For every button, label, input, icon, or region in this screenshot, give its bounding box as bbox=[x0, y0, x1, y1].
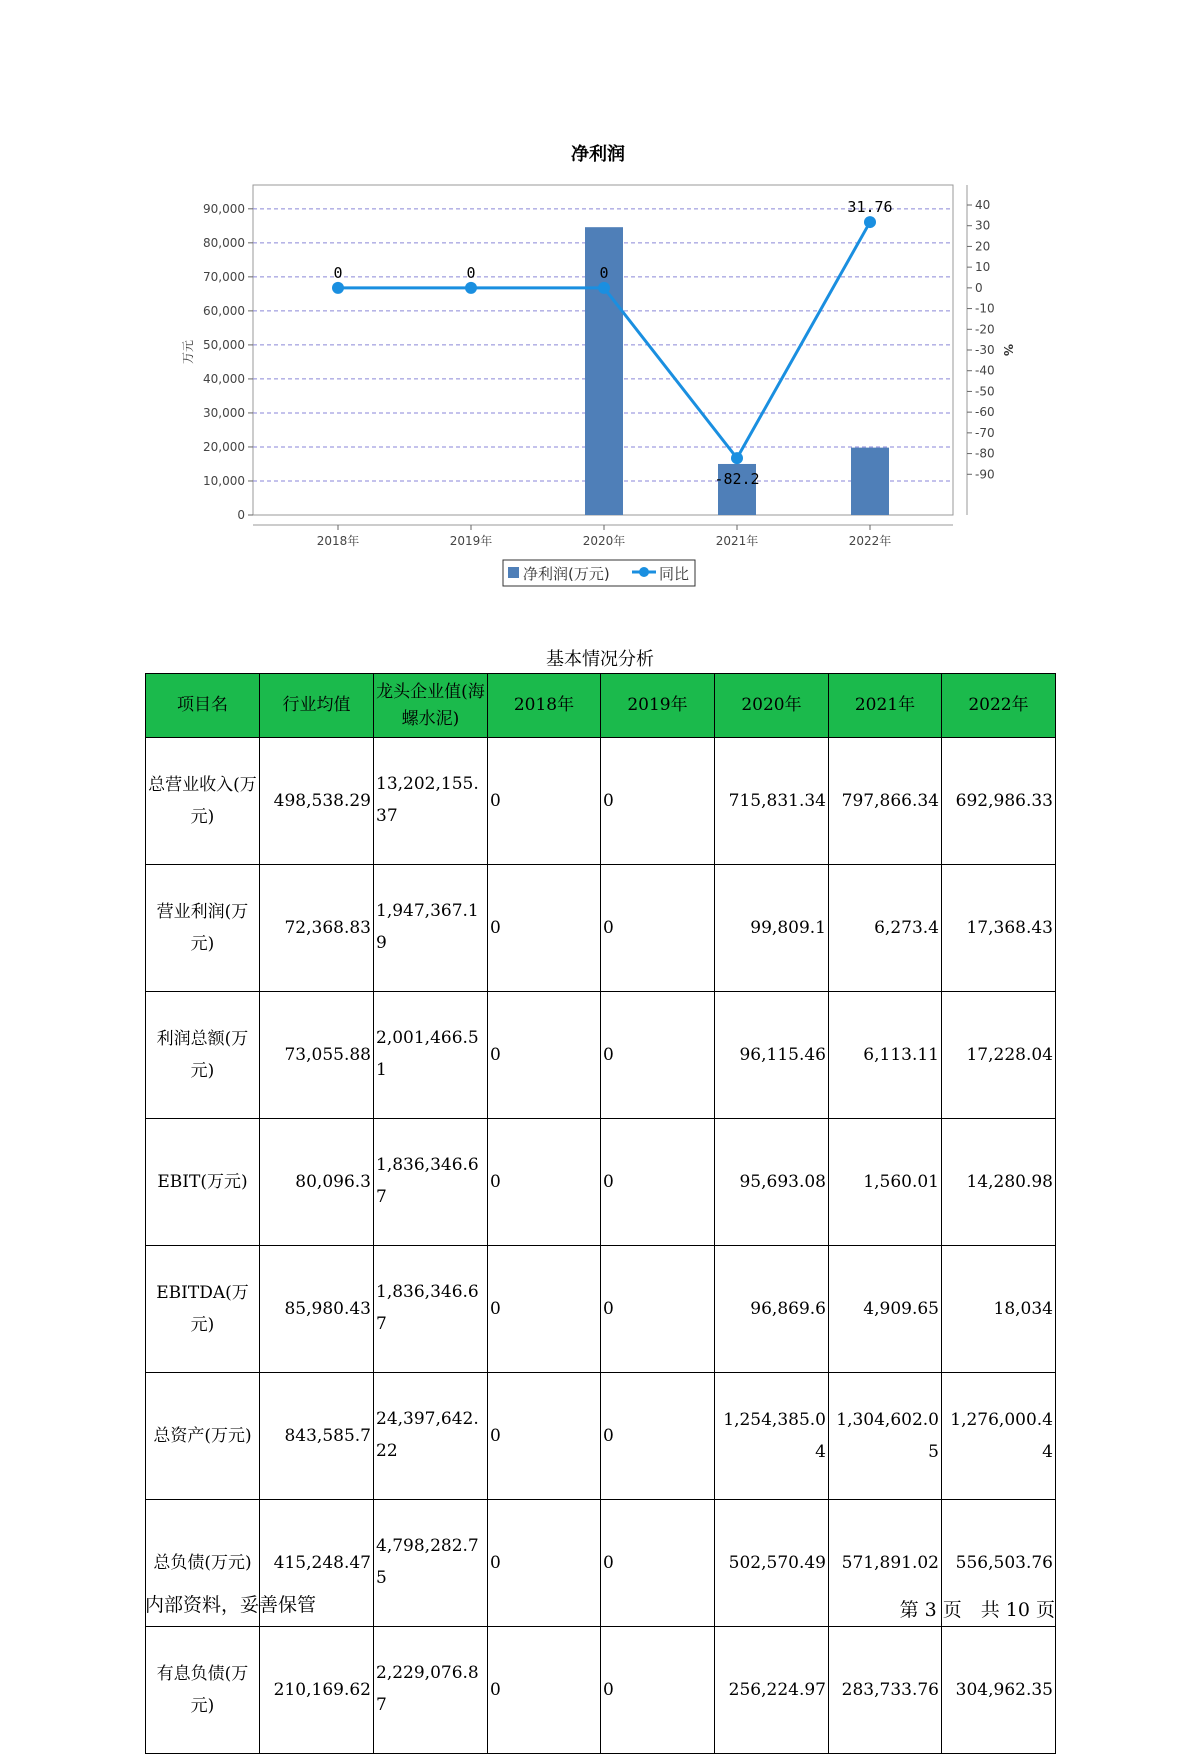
table-cell: 99,809.1 bbox=[715, 865, 829, 992]
legend-bar-label: 净利润(万元) bbox=[523, 565, 610, 583]
row-label-cell: 总负债(万元) bbox=[146, 1500, 260, 1627]
table-cell: 6,273.4 bbox=[829, 865, 942, 992]
table-cell: 1,560.01 bbox=[829, 1119, 942, 1246]
table-cell: 692,986.33 bbox=[942, 738, 1056, 865]
x-axis bbox=[253, 525, 953, 548]
right-axis bbox=[967, 185, 995, 515]
header-industry-avg: 行业均值 bbox=[260, 674, 374, 738]
table-cell: 14,280.98 bbox=[942, 1119, 1056, 1246]
table-cell: 1,836,346.67 bbox=[374, 1246, 488, 1373]
right-tick-label: -10 bbox=[975, 301, 995, 316]
table-cell: 797,866.34 bbox=[829, 738, 942, 865]
x-tick-label: 2020年 bbox=[582, 534, 626, 548]
table-cell: 502,570.49 bbox=[715, 1500, 829, 1627]
table-cell: 210,169.62 bbox=[260, 1627, 374, 1754]
yoy-data-label: 0 bbox=[599, 263, 609, 282]
table-cell: 0 bbox=[488, 1500, 601, 1627]
table-cell: 2,001,466.51 bbox=[374, 992, 488, 1119]
table-cell: 0 bbox=[488, 1373, 601, 1500]
footer-confidential-note: 内部资料，妥善保管 bbox=[145, 1594, 317, 1616]
row-label-cell: 利润总额(万元) bbox=[146, 992, 260, 1119]
right-tick-label: 0 bbox=[975, 280, 983, 295]
table-cell: 0 bbox=[488, 1246, 601, 1373]
table-cell: 18,034 bbox=[942, 1246, 1056, 1373]
right-tick-label: -50 bbox=[975, 384, 995, 399]
header-2021: 2021年 bbox=[829, 674, 942, 738]
chart-legend bbox=[503, 560, 695, 586]
table-cell: 4,798,282.75 bbox=[374, 1500, 488, 1627]
table-cell: 17,368.43 bbox=[942, 865, 1056, 992]
table-row bbox=[146, 1627, 1056, 1754]
table-caption: 基本情况分析 bbox=[546, 649, 654, 670]
table-cell: 6,113.11 bbox=[829, 992, 942, 1119]
yoy-data-label: -82.2 bbox=[714, 470, 760, 489]
table-cell: 1,254,385.04 bbox=[715, 1373, 829, 1500]
table-row bbox=[146, 738, 1056, 865]
right-tick-label: -90 bbox=[975, 467, 995, 482]
left-tick-label: 90,000 bbox=[203, 201, 245, 216]
header-leader-value: 龙头企业值(海螺水泥) bbox=[374, 674, 488, 738]
left-tick-label: 30,000 bbox=[203, 405, 245, 420]
right-tick-label: -60 bbox=[975, 405, 995, 420]
table-row bbox=[146, 865, 1056, 992]
table-cell: 0 bbox=[601, 865, 715, 992]
yoy-point bbox=[731, 452, 743, 464]
table-row bbox=[146, 1373, 1056, 1500]
table-cell: 0 bbox=[601, 1119, 715, 1246]
table-cell: 571,891.02 bbox=[829, 1500, 942, 1627]
legend-line-marker bbox=[639, 567, 649, 577]
table-row bbox=[146, 1246, 1056, 1373]
header-2020: 2020年 bbox=[715, 674, 829, 738]
right-tick-label: -20 bbox=[975, 322, 995, 337]
table-cell: 73,055.88 bbox=[260, 992, 374, 1119]
table-cell: 85,980.43 bbox=[260, 1246, 374, 1373]
table-cell: 1,276,000.44 bbox=[942, 1373, 1056, 1500]
table-cell: 715,831.34 bbox=[715, 738, 829, 865]
table-cell: 17,228.04 bbox=[942, 992, 1056, 1119]
yoy-point bbox=[332, 282, 344, 294]
table-cell: 0 bbox=[601, 1373, 715, 1500]
row-label-cell: 总营业收入(万元) bbox=[146, 738, 260, 865]
left-tick-label: 20,000 bbox=[203, 439, 245, 454]
table-cell: 256,224.97 bbox=[715, 1627, 829, 1754]
row-label-cell: EBITDA(万元) bbox=[146, 1246, 260, 1373]
left-tick-label: 10,000 bbox=[203, 473, 245, 488]
table-cell: 0 bbox=[601, 1246, 715, 1373]
header-2022: 2022年 bbox=[942, 674, 1056, 738]
legend-line-label: 同比 bbox=[659, 565, 690, 583]
table-cell: 0 bbox=[488, 865, 601, 992]
table-cell: 0 bbox=[601, 738, 715, 865]
x-tick-label: 2022年 bbox=[848, 534, 892, 548]
table-cell: 0 bbox=[601, 1500, 715, 1627]
table-cell: 1,304,602.05 bbox=[829, 1373, 942, 1500]
header-2019: 2019年 bbox=[601, 674, 715, 738]
table-cell: 13,202,155.37 bbox=[374, 738, 488, 865]
table-cell: 0 bbox=[488, 992, 601, 1119]
table-cell: 0 bbox=[488, 1119, 601, 1246]
chart-svg bbox=[0, 0, 1191, 600]
table-cell: 95,693.08 bbox=[715, 1119, 829, 1246]
table-cell: 415,248.47 bbox=[260, 1500, 374, 1627]
left-axis-label: 万元 bbox=[181, 339, 195, 365]
yoy-point bbox=[465, 282, 477, 294]
footer-page-number: 第 3 页 共 10 页 bbox=[899, 1599, 1055, 1621]
table-cell: 1,836,346.67 bbox=[374, 1119, 488, 1246]
right-tick-label: -40 bbox=[975, 363, 995, 378]
left-tick-label: 70,000 bbox=[203, 269, 245, 284]
yoy-data-label: 0 bbox=[333, 263, 343, 282]
table-cell: 0 bbox=[601, 992, 715, 1119]
table-cell: 96,869.6 bbox=[715, 1246, 829, 1373]
chart-title: 净利润 bbox=[571, 144, 625, 165]
right-tick-label: 30 bbox=[975, 218, 991, 233]
table-cell: 96,115.46 bbox=[715, 992, 829, 1119]
table-cell: 498,538.29 bbox=[260, 738, 374, 865]
right-tick-label: 20 bbox=[975, 239, 991, 254]
row-label-cell: EBIT(万元) bbox=[146, 1119, 260, 1246]
table-cell: 283,733.76 bbox=[829, 1627, 942, 1754]
table-cell: 0 bbox=[488, 738, 601, 865]
x-tick-label: 2018年 bbox=[316, 534, 360, 548]
left-tick-label: 50,000 bbox=[203, 337, 245, 352]
net-profit-chart bbox=[0, 0, 1191, 600]
right-tick-label: -80 bbox=[975, 446, 995, 461]
table-cell: 843,585.7 bbox=[260, 1373, 374, 1500]
right-tick-label: -70 bbox=[975, 425, 995, 440]
yoy-data-label: 0 bbox=[466, 263, 476, 282]
right-axis-label: % bbox=[1001, 343, 1015, 357]
row-label-cell: 有息负债(万元) bbox=[146, 1627, 260, 1754]
table-cell: 4,909.65 bbox=[829, 1246, 942, 1373]
row-label-cell: 营业利润(万元) bbox=[146, 865, 260, 992]
table-cell: 72,368.83 bbox=[260, 865, 374, 992]
yoy-point bbox=[598, 282, 610, 294]
table-cell: 24,397,642.22 bbox=[374, 1373, 488, 1500]
row-label-cell: 总资产(万元) bbox=[146, 1373, 260, 1500]
table-cell: 304,962.35 bbox=[942, 1627, 1056, 1754]
left-tick-label: 80,000 bbox=[203, 235, 245, 250]
left-tick-label: 60,000 bbox=[203, 303, 245, 318]
right-tick-label: 10 bbox=[975, 260, 991, 275]
right-tick-label: 40 bbox=[975, 198, 991, 212]
table-cell: 556,503.76 bbox=[942, 1500, 1056, 1627]
left-axis bbox=[203, 202, 253, 522]
header-item-name: 项目名 bbox=[146, 674, 260, 738]
x-tick-label: 2021年 bbox=[715, 534, 759, 548]
table-cell: 2,229,076.87 bbox=[374, 1627, 488, 1754]
legend-bar-swatch bbox=[508, 567, 519, 578]
right-tick-label: -30 bbox=[975, 343, 995, 357]
table-row bbox=[146, 992, 1056, 1119]
table-cell: 1,947,367.19 bbox=[374, 865, 488, 992]
yoy-point bbox=[864, 216, 876, 228]
x-tick-label: 2019年 bbox=[449, 534, 493, 548]
yoy-data-label: 31.76 bbox=[847, 198, 893, 217]
table-cell: 80,096.3 bbox=[260, 1119, 374, 1246]
left-tick-label: 0 bbox=[237, 508, 245, 522]
table-row bbox=[146, 1119, 1056, 1246]
net-profit-bar bbox=[851, 448, 889, 515]
header-2018: 2018年 bbox=[488, 674, 601, 738]
left-tick-label: 40,000 bbox=[203, 371, 245, 386]
table-cell: 0 bbox=[488, 1627, 601, 1754]
table-header-row bbox=[146, 674, 1056, 738]
table-cell: 0 bbox=[601, 1627, 715, 1754]
